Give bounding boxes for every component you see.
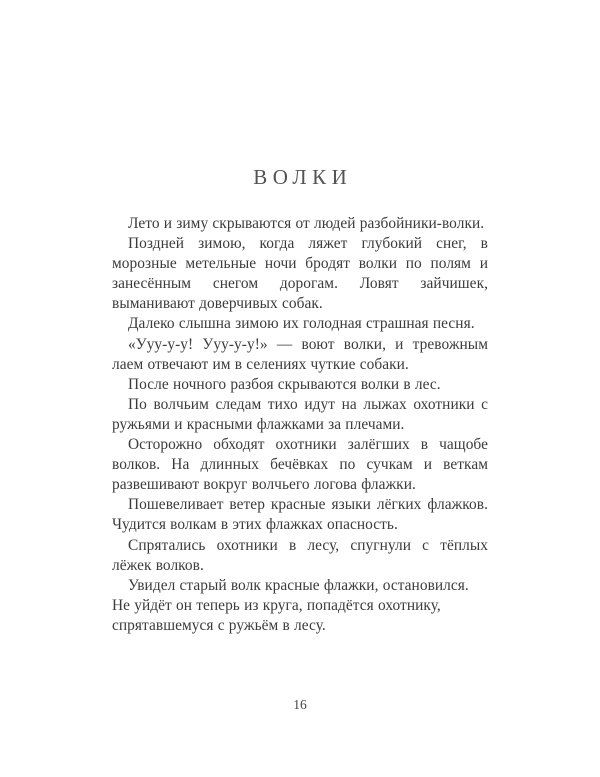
paragraph: Спрятались охотники в лесу, спугнули с тёплых лёжек волков. — [112, 536, 488, 574]
paragraph: По волчьим следам тихо идут на лыжах охотники с ружьями и красными флажками за плечами. — [112, 395, 488, 433]
page-title: ВОЛКИ — [253, 165, 353, 190]
paragraph: Поздней зимою, когда ляжет глубокий снег, в морозные метельные ночи бродят волки по полям и занесённым снегом дорогам. Ловят зайчишек, выманивают доверчивых собак. — [112, 235, 488, 313]
paragraph: Далеко слышна зимою их голодная страшная песня. — [128, 315, 475, 333]
paragraph: Лето и зиму скрываются от людей разбойники-волки. — [128, 215, 485, 232]
paragraph: Увидел старый волк красные флажки, остановился. Не уйдёт он теперь из круга, попадётся охотнику, спрятавшемуся с ружьём в лесу. — [112, 576, 469, 634]
body-text-block — [112, 214, 488, 636]
paragraph: Пошевеливает ветер красные языки лёгких флажков. Чудится волкам в этих флажках опасность. — [112, 496, 488, 534]
paragraph: После ночного разбоя скрываются волки в лес. — [128, 375, 441, 393]
paragraph: «Ууу-у-у! Ууу-у-у!» — воют волки, и тревожным лаем отвечают им в селениях чуткие собаки. — [112, 335, 488, 373]
page-number: 16 — [293, 697, 307, 712]
paragraph: Осторожно обходят охотники залёгших в чащобе волков. На длинных бечёвках по сучкам и веткам развешивают вокруг волчьего логова флажки. — [112, 436, 488, 494]
